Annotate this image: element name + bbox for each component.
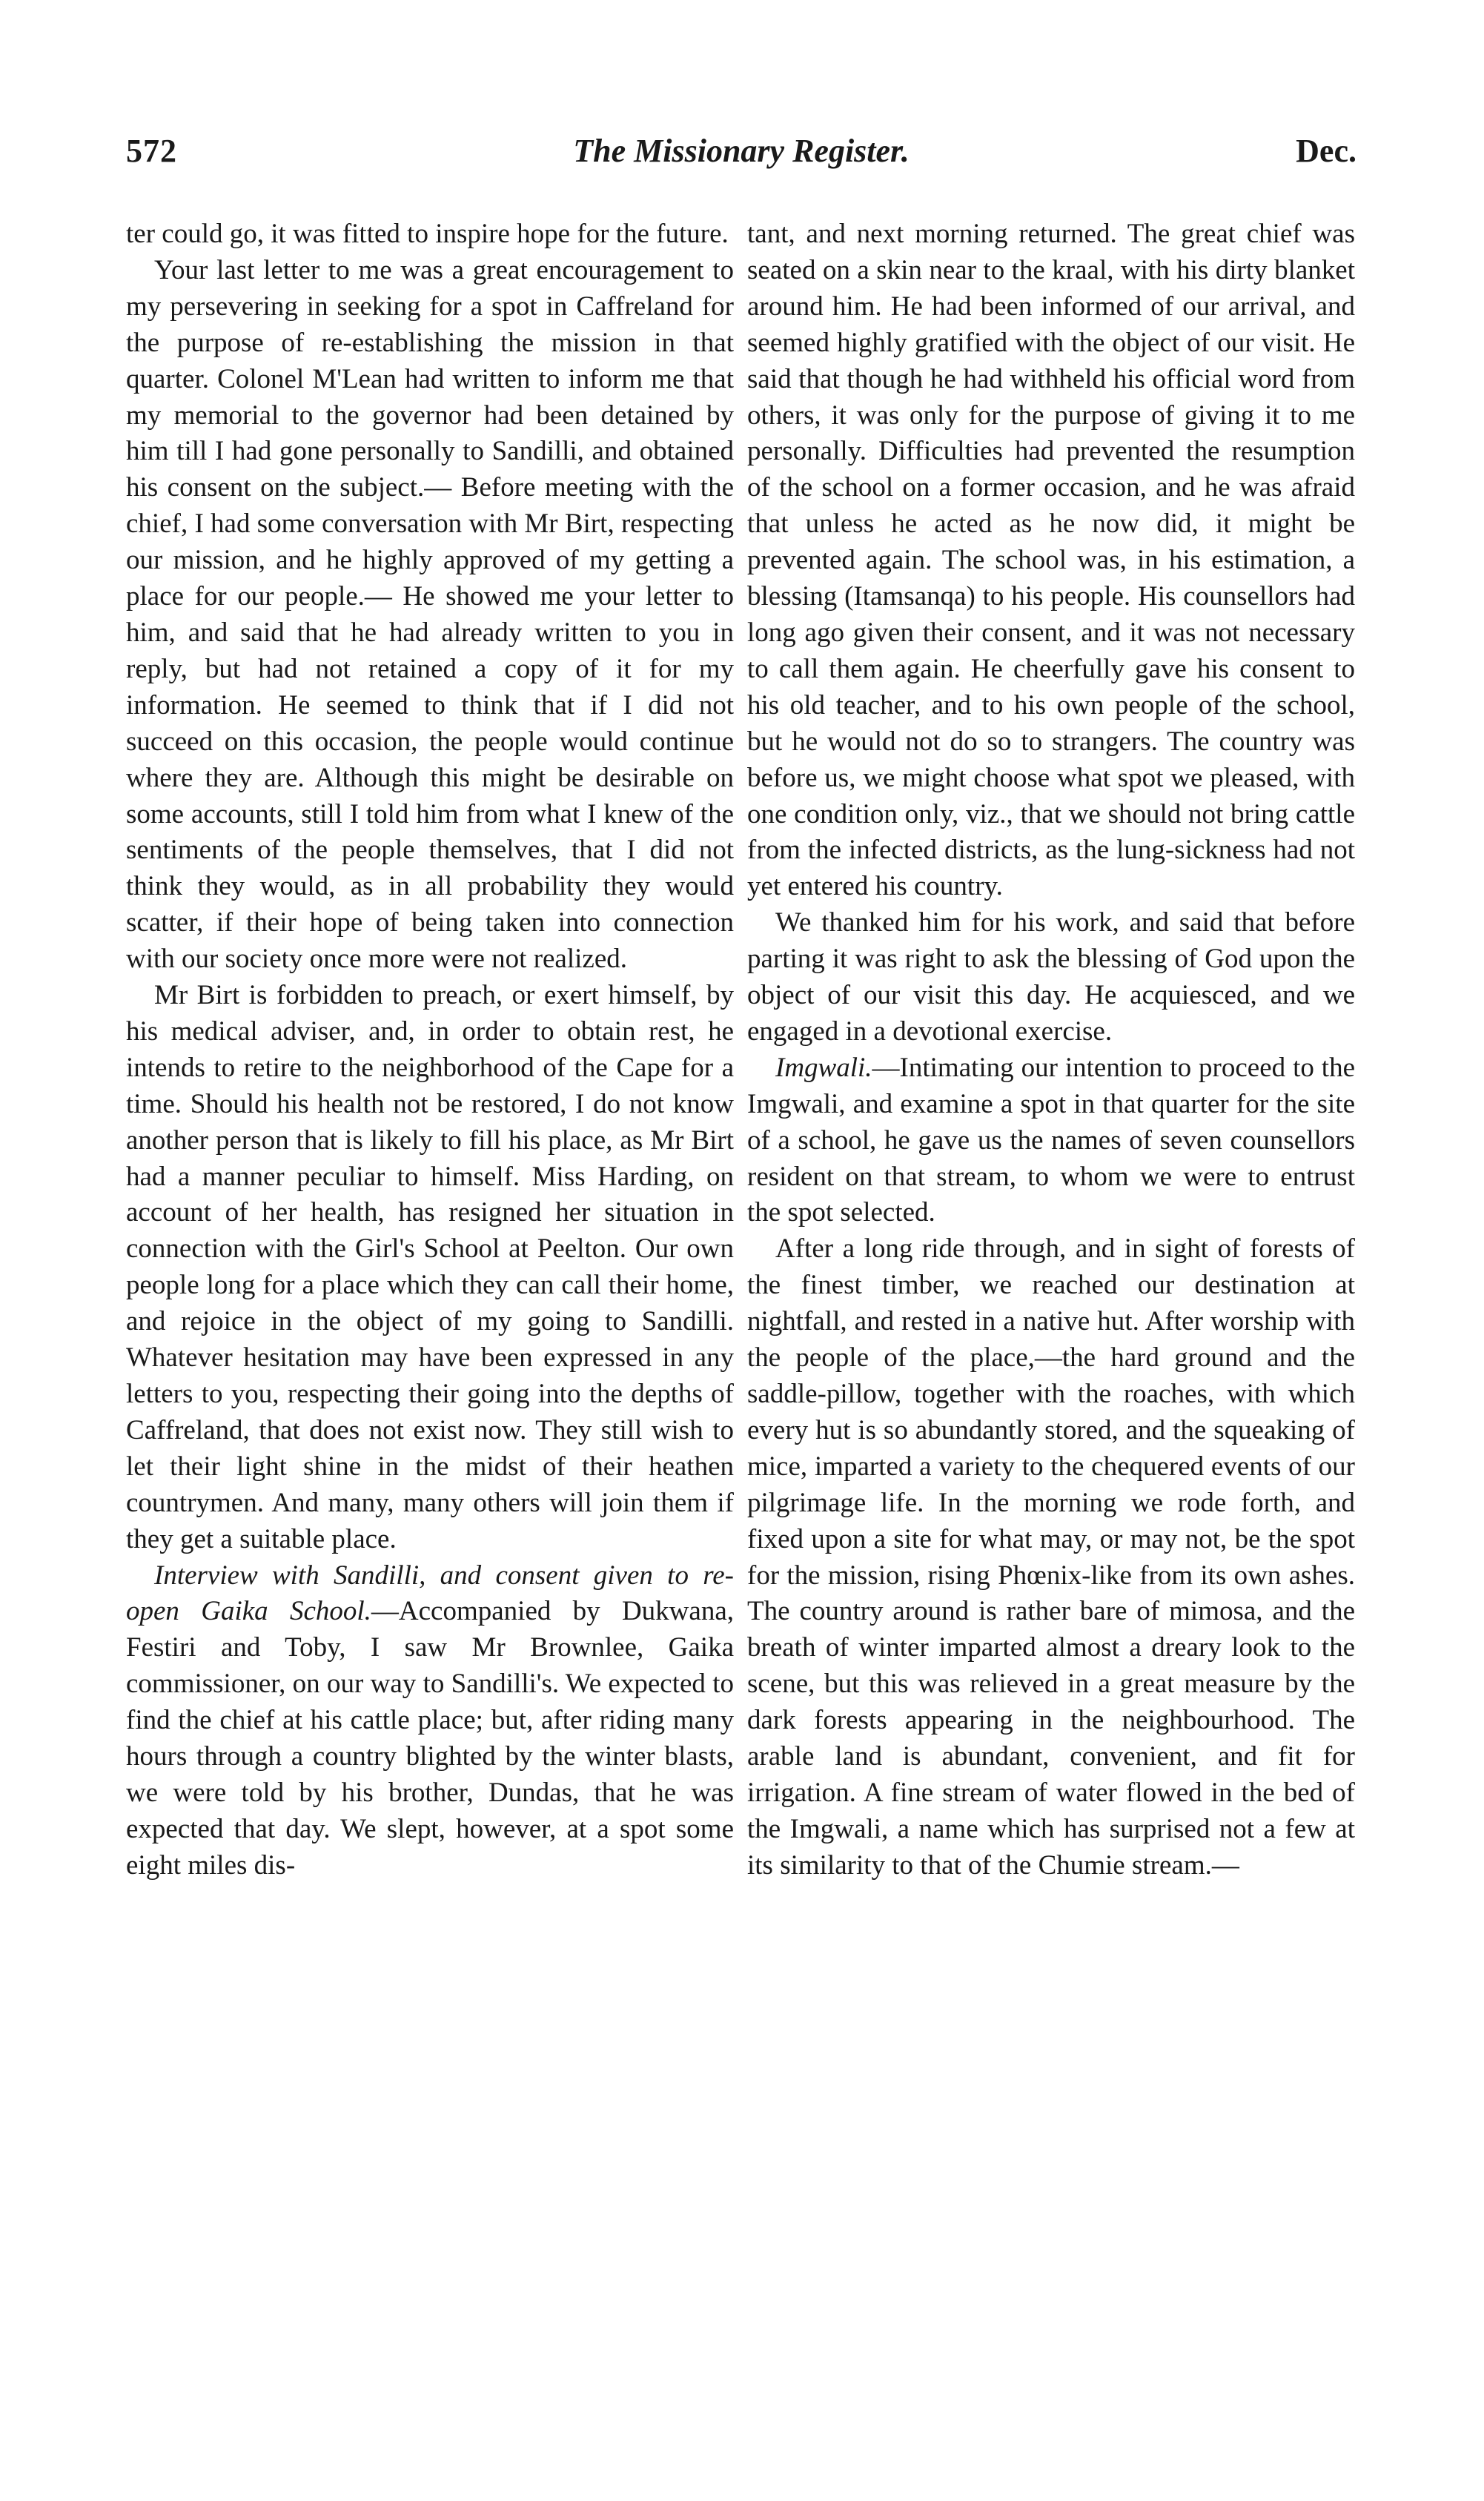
- paragraph-last-letter: Your last letter to me was a great encouragement to my persevering in seeking for a spot in Caffreland for the purpose of re-establishing the mission in that quarter. Colonel M'Lean had written to inform me that my memorial to the governor had been detained by him till I had gone personally to Sandilli, and obtained his consent on the subject.— Before meeting with the chief, I had some conversation with Mr Birt, respecting our mission, and he highly approved of my getting a place for our people.— He showed me your letter to him, and said that he had already written to you in reply, but had not retained a copy of it for my information. He seemed to think that if I did not succeed on this occasion, the people would continue where they are. Although this might be desirable on some accounts, still I told him from what I knew of the sentiments of the people themselves, that I did not think they would, as in all probability they would scatter, if their hope of being taken into connection with our society once more were not realized.: [126, 254, 734, 975]
- right-column: [747, 216, 1355, 2455]
- section-heading-interview: Interview with Sandilli, and consent given to re-open Gaika School.: [126, 1560, 734, 1627]
- left-column: [126, 216, 734, 2455]
- paragraph-interview-body: —Accompanied by Dukwana, Festiri and Toby, I saw Mr Brownlee, Gaika commissioner, on our way to Sandilli's. We expected to find the chief at his cattle place; but, after riding many hours through a country blighted by the winter blasts, we were told by his brother, Dundas, that he was expected that day. We slept, however, at a spot some eight miles dis-: [126, 1596, 734, 1881]
- paragraph-thanks: We thanked him for his work, and said that before parting it was right to ask the blessing of God upon the object of our visit this day. He acquiesced, and we engaged in a devotional exercise.: [747, 907, 1355, 1047]
- page-number: 572: [126, 133, 177, 169]
- paragraph-interview: [126, 1558, 734, 1884]
- paragraph-mr-birt: Mr Birt is forbidden to preach, or exert himself, by his medical adviser, and, in order to obtain rest, he intends to retire to the neighborhood of the Cape for a time. Should his health not be restored, I do not know another person that is likely to fill his place, as Mr Birt had a manner peculiar to himself. Miss Harding, on account of her health, has resigned her situation in connection with the Girl's School at Peelton. Our own people long for a place which they can call their home, and rejoice in the object of my going to Sandilli. Whatever hesitation may have been expressed in any letters to you, respecting their going into the depths of Caffreland, that does not exist now. They still wish to let their light shine in the midst of their heathen countrymen. And many, many others will join them if they get a suitable place.: [126, 980, 734, 1554]
- section-heading-imgwali: Imgwali.: [775, 1052, 872, 1083]
- paragraph-imgwali: [747, 1050, 1355, 1232]
- paragraph-chief-meeting: tant, and next morning returned. The great chief was seated on a skin near to the kraal, with his dirty blanket around him. He had been informed of our arrival, and seemed highly gratified with the object of our visit. He said that though he had withheld his official word from others, it was only for the purpose of giving it to me personally. Difficulties had prevented the resumption of the school on a former occasion, and he was afraid that unless he acted as he now did, it might be prevented again. The school was, in his estimation, a blessing (Itamsanqa) to his people. His counsellors had long ago given their consent, and it was not necessary to call them again. He cheerfully gave his consent to his old teacher, and to his own people of the school, but he would not do so to strangers. The country was before us, we might choose what spot we pleased, with one condition only, viz., that we should not bring cattle from the infected districts, as the lung-sickness had not yet entered his country.: [747, 219, 1355, 902]
- paragraph-imgwali-body: —Intimating our intention to proceed to the Imgwali, and examine a spot in that quarter for the site of a school, he gave us the names of seven counsellors resident on that stream, to whom we were to entrust the spot selected.: [747, 1052, 1355, 1228]
- paragraph-continued: ter could go, it was fitted to inspire hope for the future.: [126, 219, 729, 249]
- page-header: [126, 132, 1357, 184]
- header-month: Dec.: [1296, 133, 1357, 169]
- running-title: The Missionary Register.: [573, 133, 910, 169]
- paragraph-long-ride: After a long ride through, and in sight of forests of the finest timber, we reached our destination at nightfall, and rested in a native hut. After worship with the people of the place,—the hard ground and the saddle-pillow, together with the roaches, with which every hut is so abundantly stored, and the squeaking of mice, imparted a variety to the chequered events of our pilgrimage life. In the morning we rode forth, and fixed upon a site for what may, or may not, be the spot for the mission, rising Phœnix-like from its own ashes. The country around is rather bare of mimosa, and the breath of winter imparted almost a dreary look to the scene, but this was relieved in a great measure by the dark forests appearing in the neighbourhood. The arable land is abundant, convenient, and fit for irrigation. A fine stream of water flowed in the bed of the Imgwali, a name which has surprised not a few at its similarity to that of the Chumie stream.—: [747, 1233, 1355, 1881]
